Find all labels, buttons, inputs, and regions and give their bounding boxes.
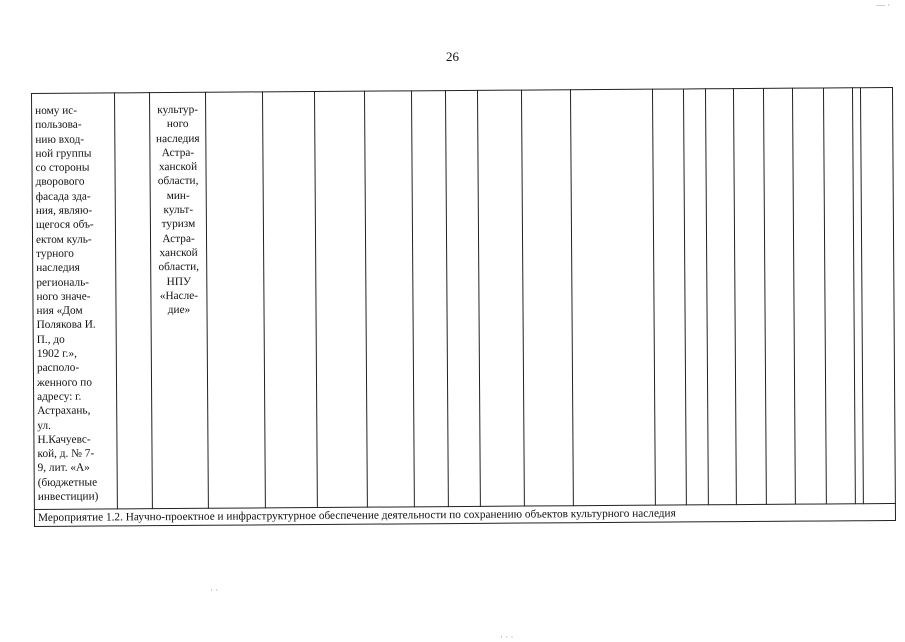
table-cell bbox=[570, 89, 655, 506]
cell-text-line: со стороны bbox=[35, 161, 90, 175]
cell-text-line: культур- bbox=[157, 103, 199, 117]
cell-text-line: ханской bbox=[158, 161, 198, 174]
cell-text-line: кой, д. № 7- bbox=[37, 447, 95, 461]
document-table bbox=[31, 87, 896, 527]
table-cell bbox=[763, 88, 795, 504]
table-cell bbox=[521, 90, 573, 506]
cell-text-line: ному ис- bbox=[35, 104, 78, 117]
cell-text-line: нию вход- bbox=[35, 133, 85, 146]
cell-text-line: дие» bbox=[167, 304, 191, 317]
cell-text-line: Астра- bbox=[162, 232, 195, 245]
table-cell bbox=[205, 92, 265, 508]
cell-text-line: ния, являю- bbox=[35, 204, 93, 218]
table-row bbox=[32, 87, 896, 509]
cell-text-line: ного bbox=[166, 118, 189, 131]
cell-text-line: ектом куль- bbox=[35, 233, 92, 246]
cell-text-line: 1902 г.», bbox=[36, 347, 77, 361]
cell-text-line: мин- bbox=[166, 189, 190, 202]
cell-text-line: ния «Дом bbox=[36, 304, 83, 318]
page-number: 26 bbox=[446, 49, 459, 64]
cell-text-line: П., до bbox=[36, 333, 65, 346]
section-heading: Мероприятие 1.2. Научно-проектное и инфраструктурное обеспечение деятельности по сохранению объектов культурного наследия bbox=[34, 503, 895, 526]
cell-text-line: ул. bbox=[37, 419, 51, 432]
table-cell bbox=[445, 90, 480, 506]
cell-text-line: ной группы bbox=[35, 147, 92, 160]
cell-text-line: Полякова И. bbox=[36, 319, 96, 332]
cell-text-line: ного значе- bbox=[36, 290, 91, 303]
cell-text-line: щегося объ- bbox=[35, 218, 94, 232]
table-cell bbox=[364, 91, 414, 507]
cell-executor bbox=[150, 92, 209, 508]
cell-text-line: «Насле- bbox=[159, 289, 199, 302]
cell-text-line: дворового bbox=[35, 176, 85, 189]
cell-text-line: адресу: г. bbox=[37, 390, 82, 403]
cell-text-line: Астрахань, bbox=[37, 404, 91, 418]
cell-text-line: области, bbox=[158, 261, 200, 274]
cell-text-line: Астра- bbox=[161, 146, 195, 159]
scan-speck: · · bbox=[210, 585, 219, 595]
cell-text-line: области, bbox=[157, 175, 199, 188]
cell-text-line: региональ- bbox=[36, 276, 90, 289]
table-cell bbox=[860, 87, 895, 503]
table-cell bbox=[314, 91, 367, 507]
table-cell bbox=[823, 88, 855, 504]
cell-text-line: женного по bbox=[36, 376, 93, 389]
cell-text-line: культ- bbox=[163, 203, 194, 217]
cell-text-line: Н.Качуевс- bbox=[37, 433, 91, 446]
table-cell bbox=[652, 89, 686, 505]
table-cell bbox=[792, 88, 826, 504]
table-cell bbox=[411, 91, 448, 507]
table-cell bbox=[683, 89, 708, 505]
cell-text-line: 9, лит. «А» bbox=[37, 462, 90, 475]
cell-text-line: наследия bbox=[155, 132, 200, 145]
cell-text-line: турного bbox=[36, 247, 74, 260]
cell-description bbox=[32, 93, 118, 510]
cell-text-line: инвестиции) bbox=[37, 490, 99, 503]
cell-text-line: фасада зда- bbox=[35, 190, 91, 203]
scan-speck: — · bbox=[876, 0, 891, 10]
table-cell bbox=[477, 90, 524, 506]
scan-speck: · · · bbox=[500, 632, 514, 642]
cell-text-line: туризм bbox=[161, 218, 196, 231]
table-cell bbox=[705, 89, 736, 505]
cell-text-line: НПУ bbox=[166, 275, 192, 288]
cell-text-line: ханской bbox=[159, 246, 198, 260]
cell-text-line: наследия bbox=[36, 261, 80, 275]
table-cell bbox=[733, 88, 766, 504]
cell-text-line: пользова- bbox=[35, 118, 82, 132]
cell-text-line: располо- bbox=[36, 362, 80, 375]
table-cell bbox=[262, 92, 317, 508]
table-cell bbox=[115, 93, 153, 509]
cell-text-line: (бюджетные bbox=[37, 476, 98, 489]
